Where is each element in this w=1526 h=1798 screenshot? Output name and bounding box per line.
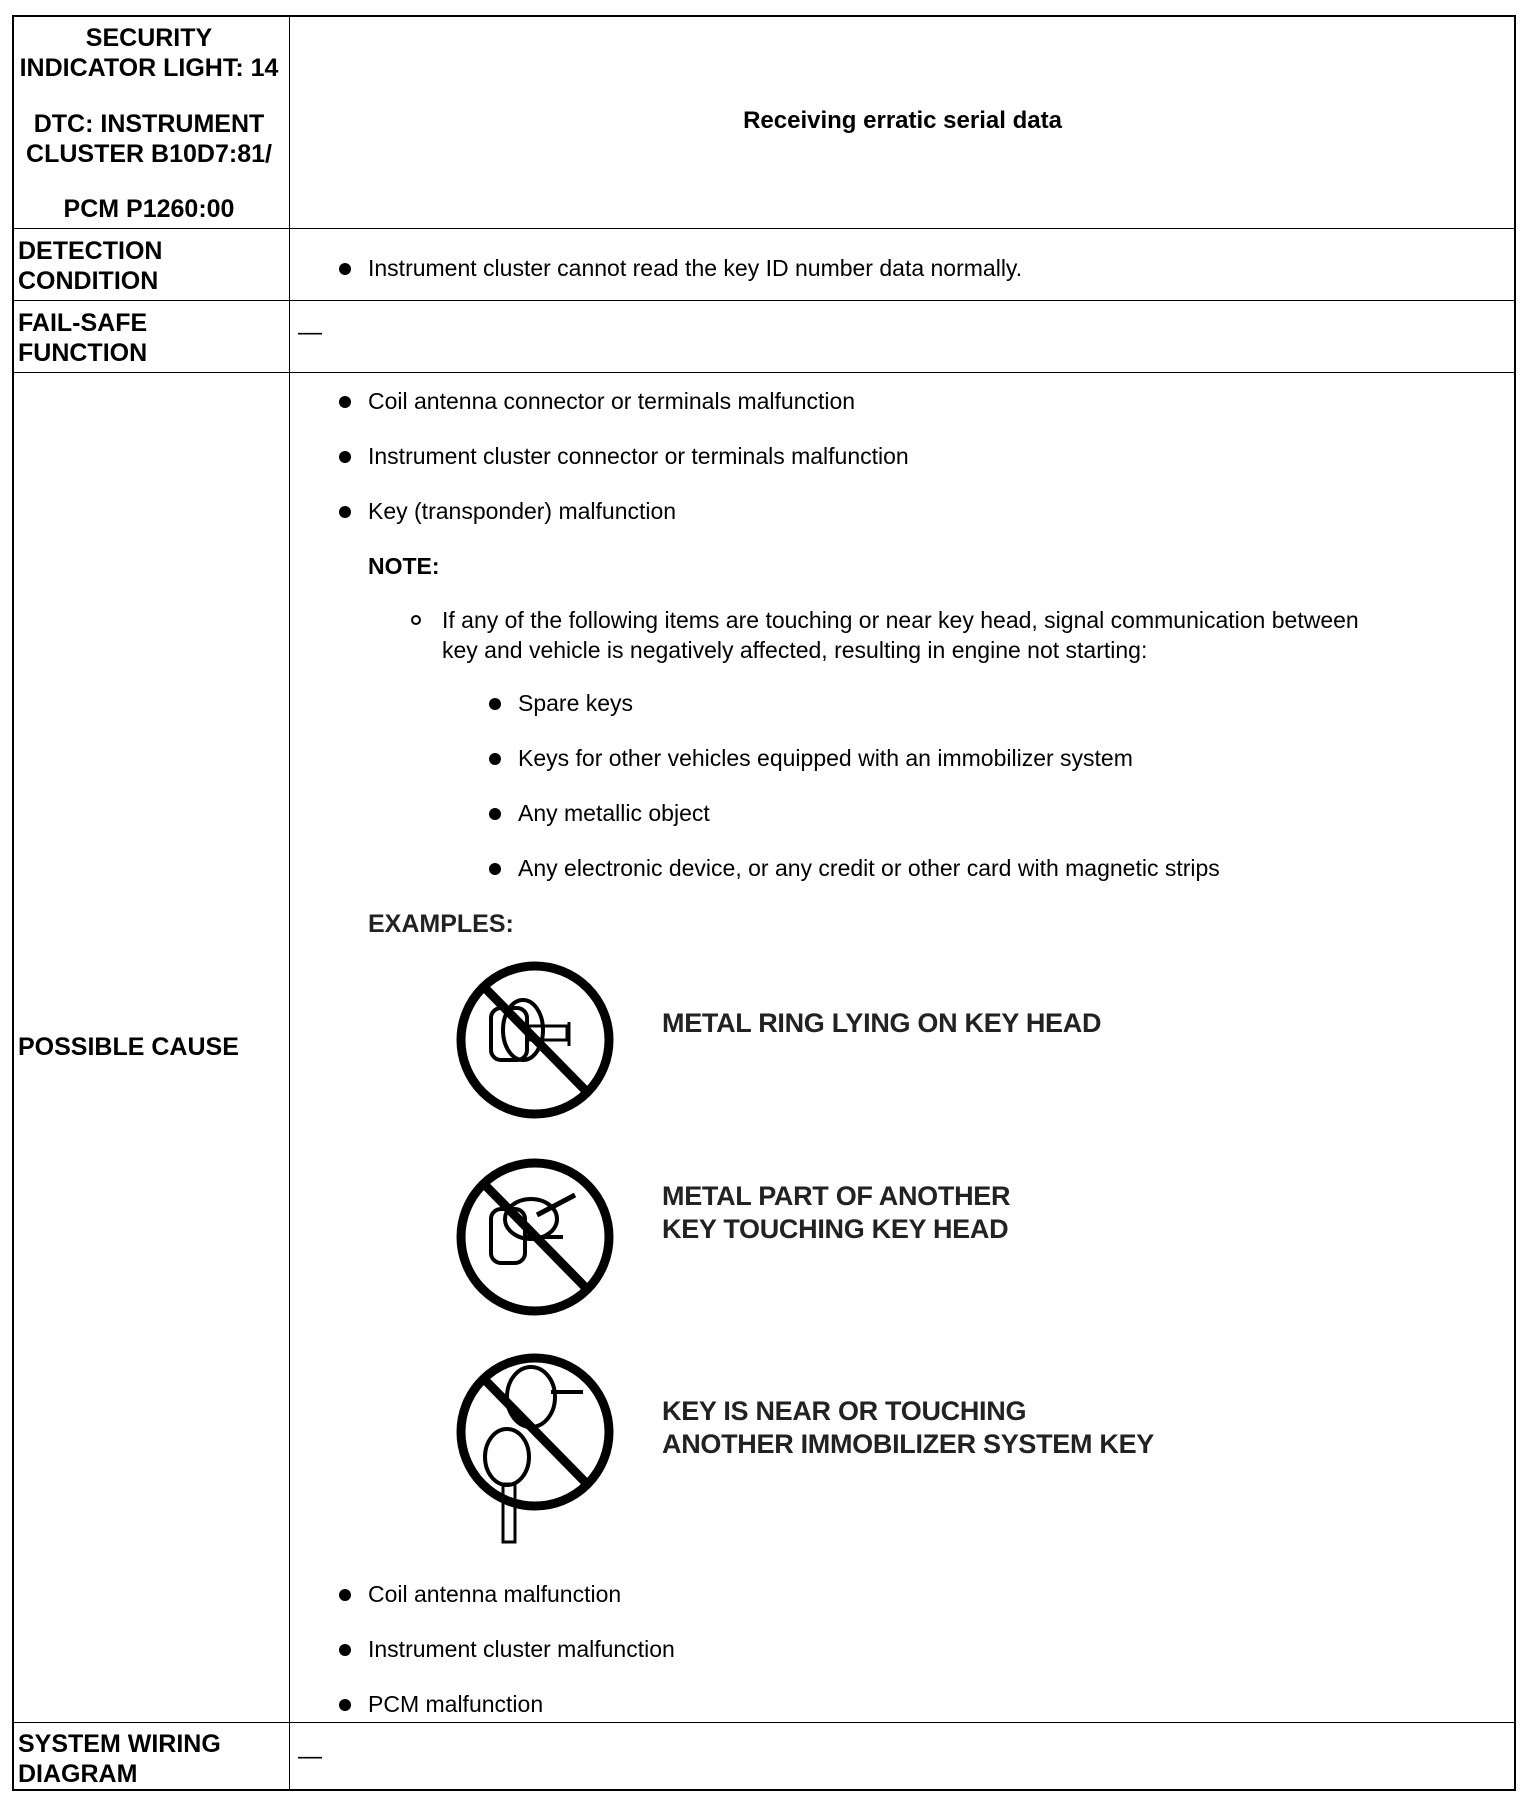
wiring-label-line: DIAGRAM bbox=[18, 1760, 138, 1788]
bullet-icon bbox=[339, 263, 351, 275]
no-immobilizer-key-icon bbox=[451, 1352, 621, 1552]
failsafe-label-line: FUNCTION bbox=[18, 339, 148, 367]
cause-item: Coil antenna connector or terminals malfunction bbox=[368, 388, 856, 414]
note-item: Any metallic object bbox=[518, 800, 710, 826]
no-other-key-icon bbox=[451, 1157, 621, 1317]
bullet-icon bbox=[339, 1644, 351, 1656]
detection-item: Instrument cluster cannot read the key ID number data normally. bbox=[368, 255, 1023, 281]
note-item: Any electronic device, or any credit or other card with magnetic strips bbox=[518, 855, 1220, 881]
row-divider bbox=[14, 228, 1514, 229]
wiring-value: — bbox=[298, 1743, 322, 1770]
cause-item: PCM malfunction bbox=[368, 1691, 544, 1717]
bullet-icon bbox=[339, 451, 351, 463]
detection-label-line: CONDITION bbox=[18, 267, 159, 295]
example-caption: METAL RING LYING ON KEY HEAD bbox=[662, 1008, 1102, 1038]
possible-cause-label: POSSIBLE CAUSE bbox=[18, 1033, 239, 1061]
examples-label: EXAMPLES: bbox=[368, 910, 514, 938]
note-label: NOTE: bbox=[368, 553, 440, 579]
circle-bullet-icon bbox=[411, 615, 421, 625]
cause-item: Instrument cluster malfunction bbox=[368, 1636, 675, 1662]
dtc-table bbox=[12, 15, 1516, 1791]
bullet-icon bbox=[339, 396, 351, 408]
page-title: Receiving erratic serial data bbox=[743, 107, 1062, 134]
example-caption: ANOTHER IMMOBILIZER SYSTEM KEY bbox=[662, 1429, 1155, 1459]
detection-label-line: DETECTION bbox=[18, 237, 163, 265]
note-line: If any of the following items are touching or near key head, signal communication between bbox=[442, 607, 1359, 633]
row-divider bbox=[14, 300, 1514, 301]
example-caption: KEY IS NEAR OR TOUCHING bbox=[662, 1396, 1027, 1426]
row-divider bbox=[14, 1722, 1514, 1723]
bullet-icon bbox=[489, 808, 501, 820]
header-label-line: CLUSTER B10D7:81/ bbox=[26, 140, 272, 168]
header-label-line: DTC: INSTRUMENT bbox=[33, 110, 265, 138]
cause-item: Instrument cluster connector or terminals malfunction bbox=[368, 443, 909, 469]
bullet-icon bbox=[339, 506, 351, 518]
note-item: Spare keys bbox=[518, 690, 634, 716]
column-divider bbox=[289, 17, 290, 1789]
bullet-icon bbox=[339, 1589, 351, 1601]
example-caption: METAL PART OF ANOTHER bbox=[662, 1181, 1011, 1211]
header-label-line: SECURITY bbox=[85, 24, 213, 52]
bullet-icon bbox=[489, 863, 501, 875]
note-item: Keys for other vehicles equipped with an immobilizer system bbox=[518, 745, 1133, 771]
example-caption: KEY TOUCHING KEY HEAD bbox=[662, 1214, 1009, 1244]
wiring-label-line: SYSTEM WIRING bbox=[18, 1730, 221, 1758]
bullet-icon bbox=[489, 753, 501, 765]
cause-item: Key (transponder) malfunction bbox=[368, 498, 677, 524]
failsafe-value: — bbox=[298, 319, 322, 346]
bullet-icon bbox=[489, 698, 501, 710]
failsafe-label-line: FAIL-SAFE bbox=[18, 309, 148, 337]
row-divider bbox=[14, 372, 1514, 373]
no-metal-ring-icon bbox=[451, 960, 621, 1120]
bullet-icon bbox=[339, 1699, 351, 1711]
header-label-line: INDICATOR LIGHT: 14 bbox=[19, 54, 279, 82]
header-label-line: PCM P1260:00 bbox=[63, 195, 235, 223]
note-line: key and vehicle is negatively affected, resulting in engine not starting: bbox=[442, 637, 1148, 663]
cause-item: Coil antenna malfunction bbox=[368, 1581, 622, 1607]
